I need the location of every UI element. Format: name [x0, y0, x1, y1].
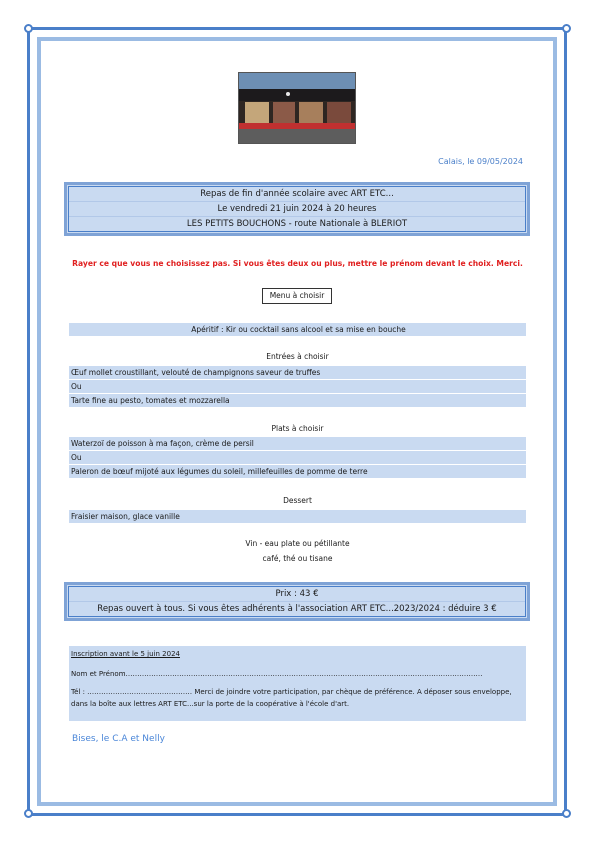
inscription-section [69, 646, 526, 721]
list-item: Tarte fine au pesto, tomates et mozzarella [71, 396, 230, 405]
corner-ornament [24, 24, 33, 33]
event-venue: LES PETITS BOUCHONS - route Nationale à BLERIOT [186, 219, 408, 229]
list-item: Ou [69, 380, 526, 394]
dessert-heading: Dessert [283, 496, 312, 505]
aperitif-band [69, 323, 526, 336]
event-title: Repas de fin d'année scolaire avec ART ETC... [69, 187, 525, 202]
entrees-heading: Entrées à choisir [266, 352, 329, 361]
hot-drinks-line: café, thé ou tisane [262, 554, 333, 563]
aperitif-text: Apéritif : Kir ou cocktail sans alcool et sa mise en bouche [191, 325, 406, 334]
price-box [64, 582, 530, 621]
price-note: Repas ouvert à tous. Si vous êtes adhérents à l'association ART ETC...2023/2024 : déduire 3 € [97, 604, 497, 614]
menu-title: Menu à choisir [262, 288, 332, 304]
plats-heading: Plats à choisir [271, 424, 324, 433]
list-item: Ou [69, 451, 526, 465]
inscription-title: Inscription avant le 5 juin 2024 [71, 650, 180, 658]
dessert-list [69, 510, 526, 523]
plats-list [69, 437, 526, 478]
instruction-notice: Rayer ce que vous ne choisissez pas. Si vous êtes deux ou plus, mettre le prénom devant le choix. Merci. [72, 259, 523, 268]
corner-ornament [562, 24, 571, 33]
restaurant-photo [238, 72, 356, 144]
drinks-line: Vin - eau plate ou pétillante [245, 539, 350, 548]
tel-field-line: Tél : ……………………………………… Merci de joindre votre participation, par chèque de préférence. A déposer sous enveloppe, dans la boîte aux lettres ART ETC...sur la porte de la coopérative à l'école d'art. [71, 688, 512, 708]
corner-ornament [24, 809, 33, 818]
event-date: Le vendredi 21 juin 2024 à 20 heures [69, 202, 525, 217]
name-field: Nom et Prénom……………………………………………………………………………………………………………………………………… [71, 670, 483, 678]
date-line: Calais, le 09/05/2024 [438, 157, 523, 166]
list-item: Œuf mollet croustillant, velouté de champignons saveur de truffes [69, 366, 526, 380]
price-text: Prix : 43 € [69, 587, 525, 602]
header-box [64, 182, 530, 236]
corner-ornament [562, 809, 571, 818]
list-item: Waterzoï de poisson à ma façon, crème de persil [69, 437, 526, 451]
entrees-list [69, 366, 526, 407]
signature: Bises, le C.A et Nelly [72, 734, 165, 744]
list-item: Paleron de bœuf mijoté aux légumes du soleil, millefeuilles de pomme de terre [71, 467, 368, 476]
list-item: Fraisier maison, glace vanille [71, 512, 180, 521]
